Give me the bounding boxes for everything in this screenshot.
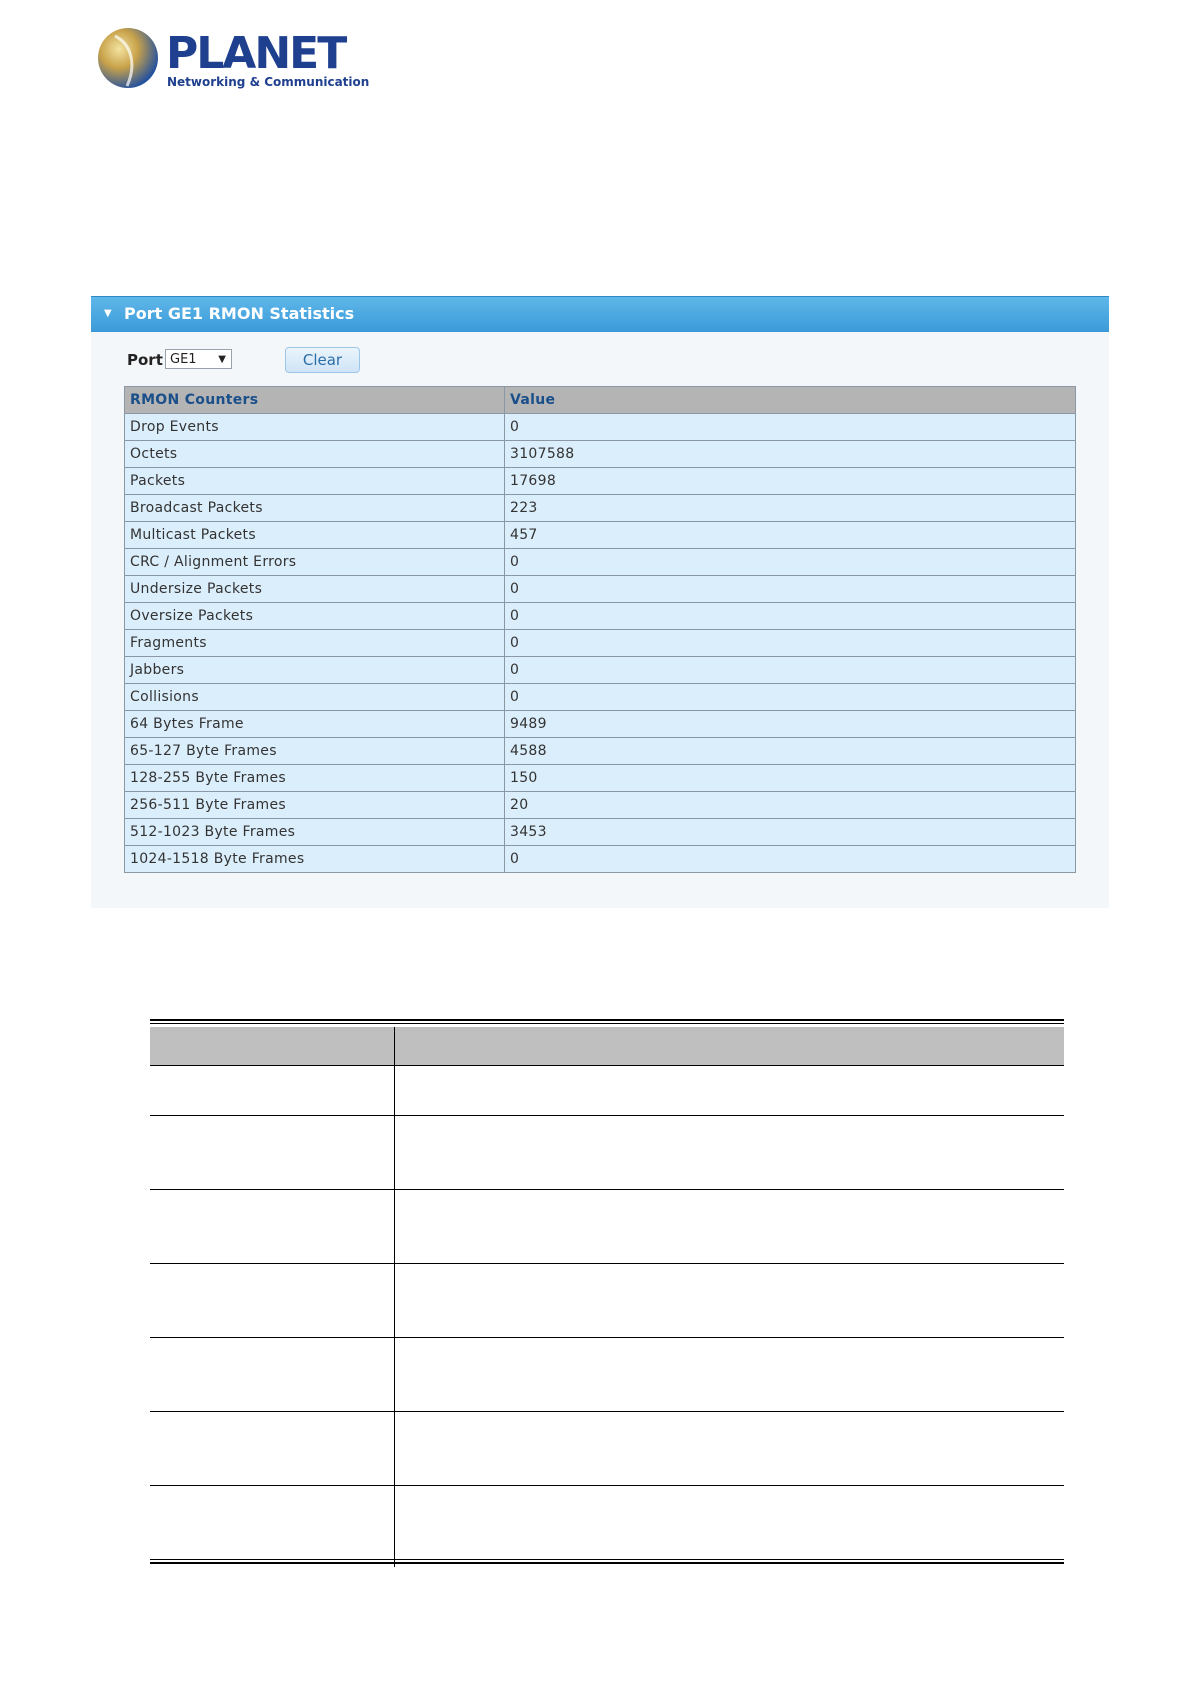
- table-row: [125, 684, 1076, 711]
- counter-name: Fragments: [125, 630, 505, 657]
- counter-name: Undersize Packets: [125, 576, 505, 603]
- table-top-rule-inner: [150, 1023, 1064, 1024]
- counter-value: 20: [505, 792, 1076, 819]
- rmon-counters-table: [124, 386, 1076, 873]
- counter-name: Drop Events: [125, 414, 505, 441]
- counter-value: 0: [505, 414, 1076, 441]
- table-top-rule: [150, 1019, 1064, 1021]
- counter-value: 0: [505, 657, 1076, 684]
- row-divider: [150, 1115, 1064, 1116]
- row-divider: [150, 1263, 1064, 1264]
- rmon-statistics-panel: [91, 296, 1109, 908]
- table-row: [125, 711, 1076, 738]
- counter-name: 65-127 Byte Frames: [125, 738, 505, 765]
- counter-value: 150: [505, 765, 1076, 792]
- table-bottom-rule-inner: [150, 1559, 1064, 1560]
- row-divider: [150, 1337, 1064, 1338]
- table-row: [125, 738, 1076, 765]
- counter-name: Oversize Packets: [125, 603, 505, 630]
- counter-name: 512-1023 Byte Frames: [125, 819, 505, 846]
- port-select-value: GE1: [170, 352, 197, 367]
- table-header-row: [125, 387, 1076, 414]
- panel-title: Port GE1 RMON Statistics: [124, 304, 355, 323]
- column-divider: [394, 1027, 395, 1567]
- counter-value: 223: [505, 495, 1076, 522]
- port-label: Port: [127, 351, 163, 369]
- counter-name: Multicast Packets: [125, 522, 505, 549]
- row-divider: [150, 1485, 1064, 1486]
- table-row: [125, 495, 1076, 522]
- counter-name: Octets: [125, 441, 505, 468]
- table-row: [125, 846, 1076, 873]
- table-row: [125, 819, 1076, 846]
- table-row: [125, 522, 1076, 549]
- table-row: [125, 468, 1076, 495]
- table-row: [125, 630, 1076, 657]
- counter-name: 128-255 Byte Frames: [125, 765, 505, 792]
- counter-value: 3453: [505, 819, 1076, 846]
- counter-value: 0: [505, 549, 1076, 576]
- counter-value: 0: [505, 684, 1076, 711]
- logo-tagline: Networking & Communication: [167, 75, 370, 89]
- counter-name: Jabbers: [125, 657, 505, 684]
- table-row: [125, 414, 1076, 441]
- column-header-value: Value: [505, 387, 1076, 414]
- planet-logo: [97, 24, 370, 92]
- row-divider: [150, 1189, 1064, 1190]
- row-divider: [150, 1411, 1064, 1412]
- logo-wordmark: PLANET: [166, 28, 346, 79]
- collapse-caret-icon[interactable]: ▼: [104, 308, 112, 319]
- counter-name: Packets: [125, 468, 505, 495]
- table-row: [125, 549, 1076, 576]
- counter-name: 256-511 Byte Frames: [125, 792, 505, 819]
- table-header-band: [150, 1027, 1064, 1066]
- globe-icon: [98, 28, 158, 88]
- counter-value: 4588: [505, 738, 1076, 765]
- port-select[interactable]: [165, 349, 232, 369]
- table-row: [125, 792, 1076, 819]
- table-bottom-rule: [150, 1562, 1064, 1564]
- counter-value: 3107588: [505, 441, 1076, 468]
- table-row: [125, 576, 1076, 603]
- counter-value: 0: [505, 576, 1076, 603]
- counter-name: 64 Bytes Frame: [125, 711, 505, 738]
- counter-value: 0: [505, 846, 1076, 873]
- table-row: [125, 657, 1076, 684]
- counter-value: 9489: [505, 711, 1076, 738]
- counter-value: 17698: [505, 468, 1076, 495]
- counter-value: 0: [505, 603, 1076, 630]
- counter-name: Collisions: [125, 684, 505, 711]
- table-row: [125, 441, 1076, 468]
- counter-value: 457: [505, 522, 1076, 549]
- counter-name: Broadcast Packets: [125, 495, 505, 522]
- table-row: [125, 765, 1076, 792]
- counter-name: CRC / Alignment Errors: [125, 549, 505, 576]
- column-header-counters: RMON Counters: [125, 387, 505, 414]
- counter-value: 0: [505, 630, 1076, 657]
- table-row: [125, 603, 1076, 630]
- dropdown-arrow-icon: ▼: [218, 354, 226, 365]
- panel-header[interactable]: [91, 296, 1109, 332]
- counter-name: 1024-1518 Byte Frames: [125, 846, 505, 873]
- clear-button[interactable]: Clear: [285, 347, 360, 373]
